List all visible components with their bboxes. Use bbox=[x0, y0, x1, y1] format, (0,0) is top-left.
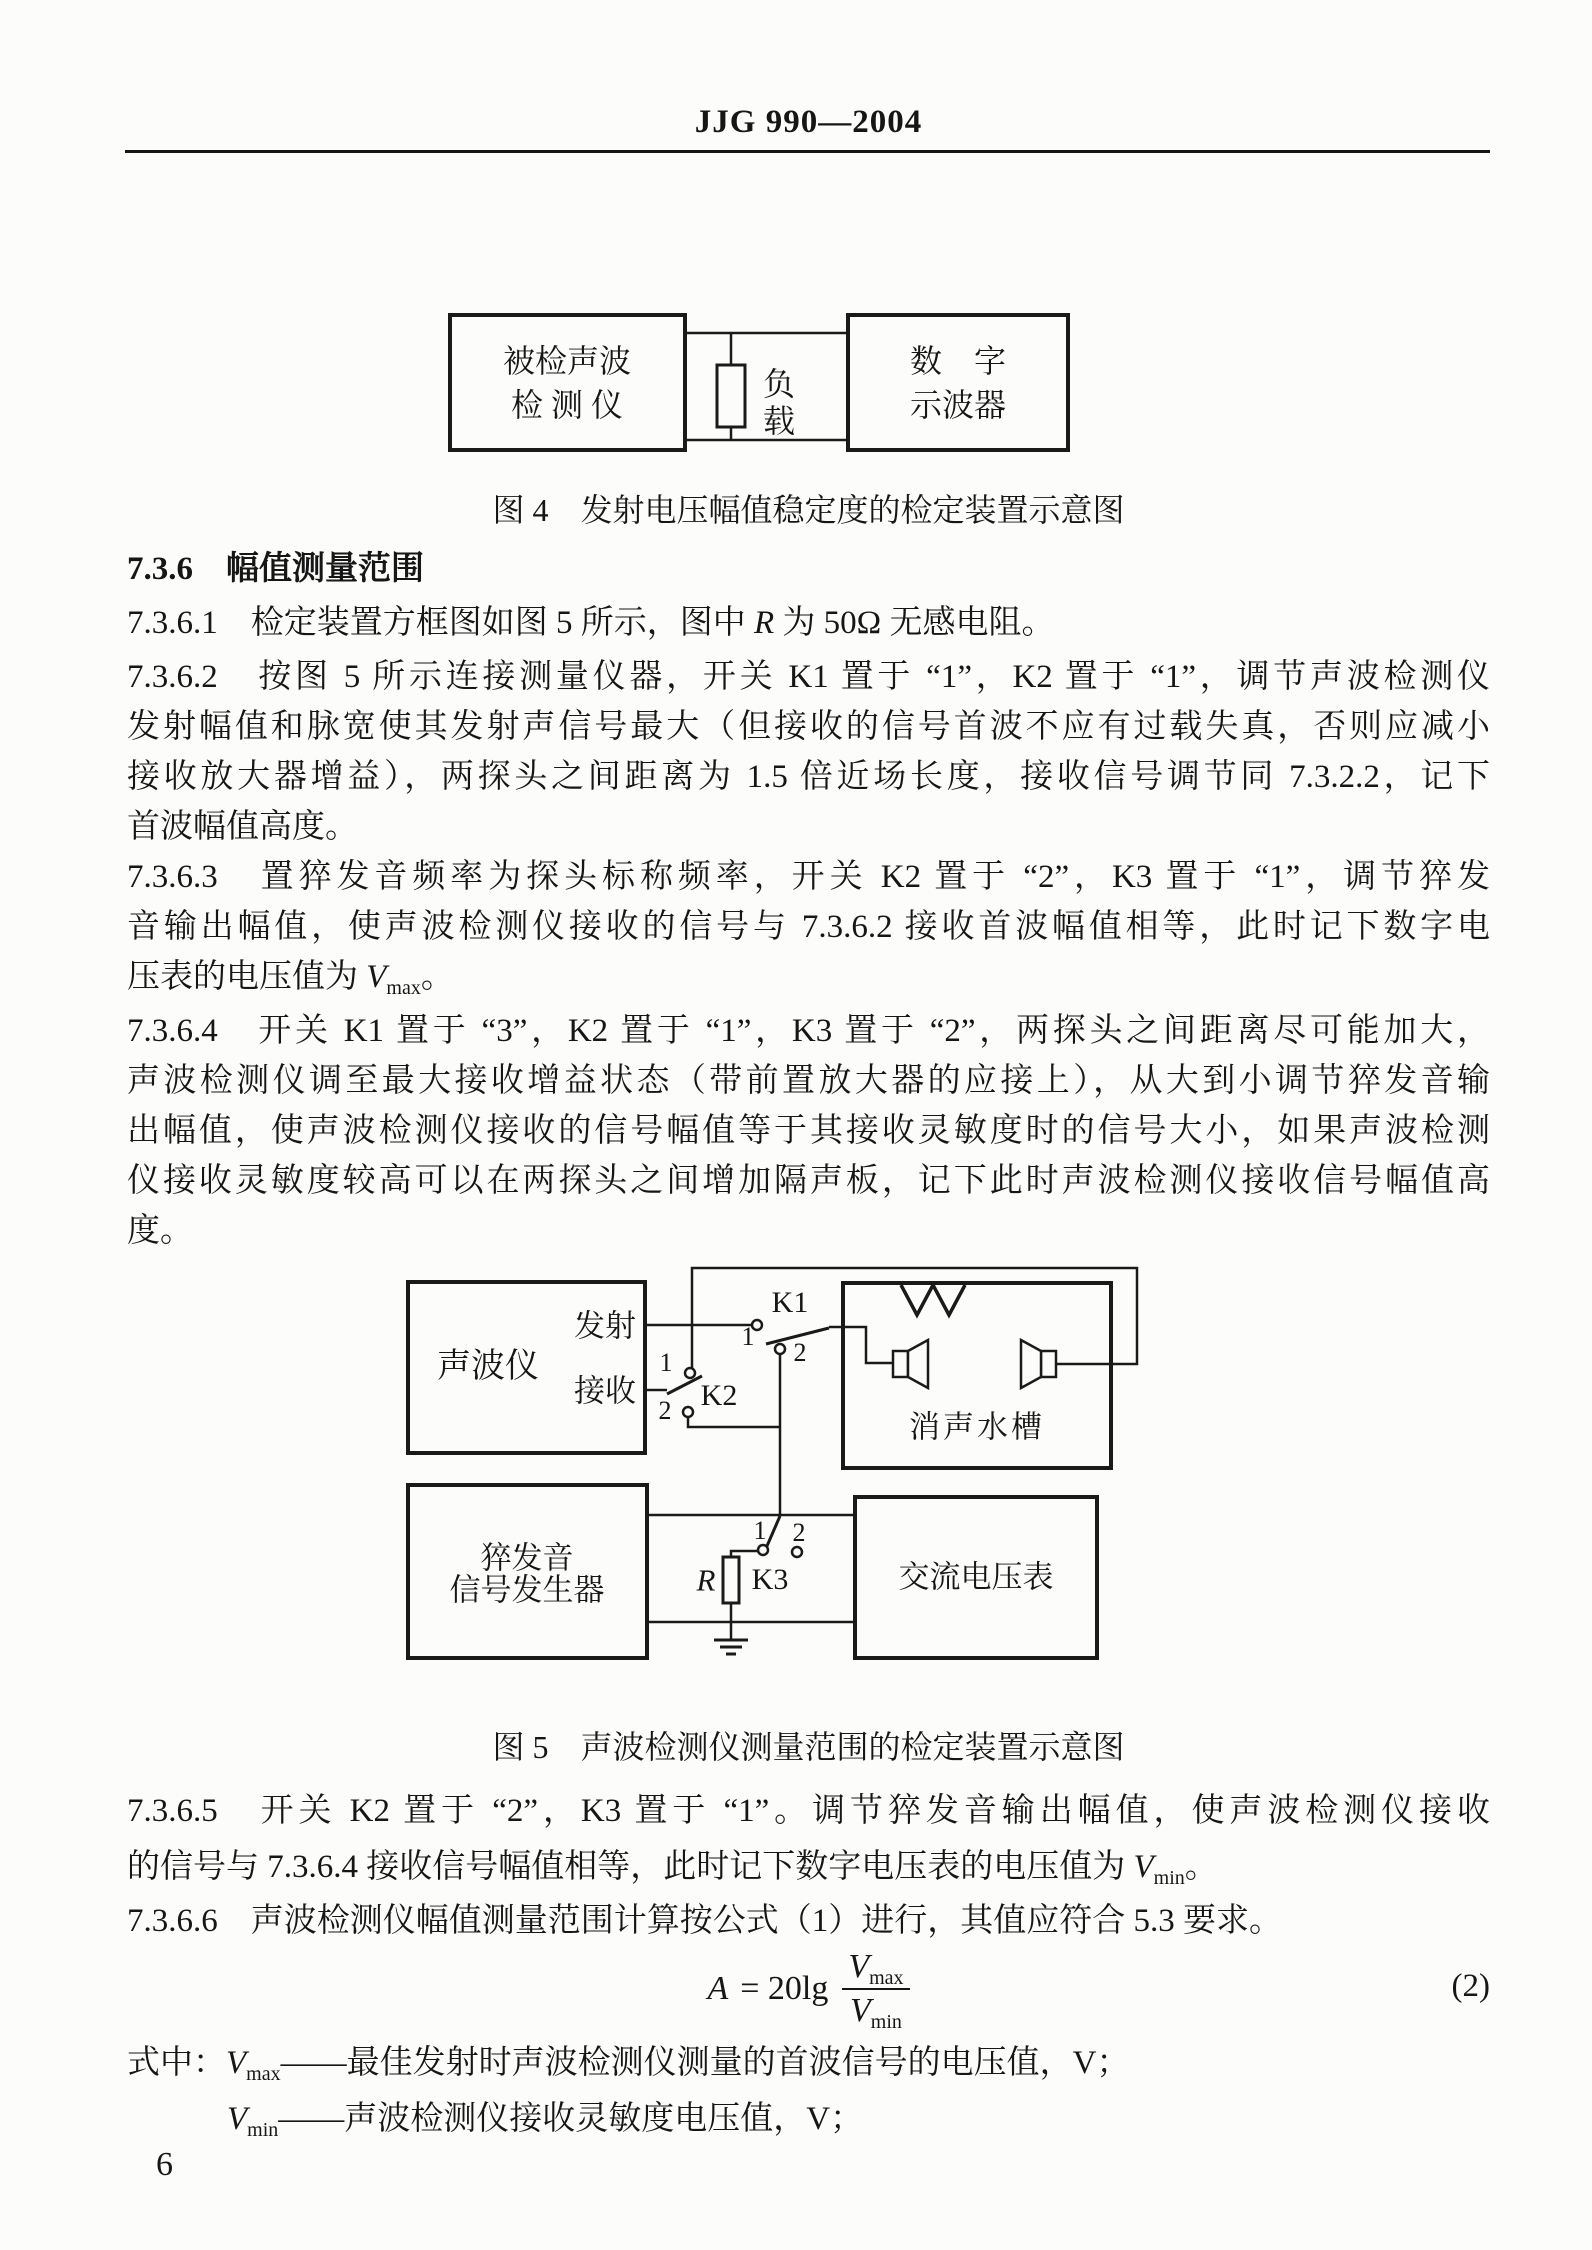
fig4-load-label-char1: 负 bbox=[762, 366, 796, 402]
fig4-left-box-label-line1: 被检声波 bbox=[502, 343, 632, 379]
para-7-3-6-3-line2: 音输出幅值，使声波检测仪接收的信号与 7.3.6.2 接收首波幅值相等，此时记下数字电 bbox=[127, 909, 1490, 945]
fig4-left-box-label-line2: 检 测 仪 bbox=[510, 387, 624, 423]
fig4-load-resistor bbox=[717, 365, 745, 427]
para-7-3-6-2-line1: 7.3.6.2 按图 5 所示连接测量仪器，开关 K1 置于 “1”，K2 置于 “1”，调节声波检测仪 bbox=[127, 659, 1490, 695]
para-7-3-6-4-line5: 度。 bbox=[127, 1213, 193, 1249]
fig4-right-box-label-line2: 示波器 bbox=[909, 387, 1007, 423]
fig5-sonic-box-label: 声波仪 bbox=[437, 1348, 539, 1385]
k1-pos2-label: 2 bbox=[793, 1338, 807, 1367]
note2-text: ——声波检测仪接收灵敏度电压值，V； bbox=[278, 2101, 864, 2137]
fig5-tank-label: 消声水槽 bbox=[909, 1409, 1045, 1445]
p7365-text-b: 。 bbox=[1184, 1849, 1218, 1885]
formula-note-vmin bbox=[227, 2098, 1490, 2140]
k2-blade bbox=[667, 1376, 702, 1394]
p7363-text-b: 。 bbox=[420, 959, 454, 995]
resistor-r bbox=[723, 1557, 739, 1603]
para-7-3-6-4-line1: 7.3.6.4 开关 K1 置于 “3”，K2 置于 “1”，K3 置于 “2”，两探头之间距离尽可能加大， bbox=[127, 1013, 1490, 1049]
formula-vmax-sub: max bbox=[869, 1967, 904, 1989]
note1-sub: max bbox=[246, 2063, 281, 2085]
k1-switch-label: K1 bbox=[771, 1286, 809, 1319]
resistor-r-label: R bbox=[696, 1562, 716, 1598]
formula-vmin-v: V bbox=[850, 1992, 871, 2029]
formula-note-vmax bbox=[127, 2042, 1490, 2084]
k2-switch-label: K2 bbox=[700, 1379, 738, 1412]
formula-number: (2) bbox=[1451, 1968, 1490, 2004]
para-7-3-6-4-line3: 出幅值，使声波检测仪接收的信号幅值等于其接收灵敏度时的信号大小，如果声波检测 bbox=[127, 1113, 1490, 1149]
fig5-generator-label-line1: 猝发音 bbox=[480, 1540, 574, 1576]
k3-contact-2 bbox=[792, 1547, 802, 1557]
k3-switch-label: K3 bbox=[751, 1563, 789, 1596]
left-transducer-horn bbox=[908, 1340, 928, 1388]
p7363-vmax-v: V bbox=[366, 959, 387, 995]
fig4-right-box-label-line1: 数 字 bbox=[909, 343, 1007, 379]
note2-v: V bbox=[227, 2101, 248, 2137]
para-7-3-6-2-line3: 接收放大器增益），两探头之间距离为 1.5 倍近场长度，接收信号调节同 7.3.2.2，记下 bbox=[127, 759, 1490, 795]
p7363-text-a: 压表的电压值为 bbox=[127, 959, 367, 995]
para-7-3-6-5-line1: 7.3.6.5 开关 K2 置于 “2”，K3 置于 “1”。调节猝发音输出幅值，使声波检测仪接收 bbox=[127, 1793, 1490, 1829]
p7365-vmin-sub: min bbox=[1153, 1867, 1185, 1889]
figure4-caption: 图 4 发射电压幅值稳定度的检定装置示意图 bbox=[492, 492, 1125, 528]
k2-contact-1 bbox=[685, 1368, 695, 1378]
k1-contact-2 bbox=[775, 1344, 785, 1354]
p7363-vmax-sub: max bbox=[386, 977, 421, 999]
p7361-symbol-r: R bbox=[754, 605, 775, 641]
page-title: JJG 990—2004 bbox=[694, 104, 923, 140]
fig4-left-box bbox=[450, 315, 685, 450]
k3-contact-1 bbox=[758, 1545, 768, 1555]
para-7-3-6-5-line2 bbox=[127, 1846, 1490, 1888]
note2-sub: min bbox=[247, 2119, 279, 2141]
para-7-3-6-1 bbox=[127, 602, 1490, 644]
note1-v: V bbox=[226, 2045, 247, 2081]
right-transducer-body bbox=[1041, 1351, 1056, 1377]
fig5-receive-label: 接收 bbox=[574, 1373, 636, 1409]
section-7-3-6-heading: 7.3.6 幅值测量范围 bbox=[127, 551, 424, 587]
para-7-3-6-2-line2: 发射幅值和脉宽使其发射声信号最大（但接收的信号首波不应有过载失真，否则应减小 bbox=[127, 709, 1490, 745]
k2-pos1-label: 1 bbox=[659, 1348, 673, 1377]
para-7-3-6-2-line4: 首波幅值高度。 bbox=[127, 809, 358, 845]
para-7-3-6-4-line4: 仪接收灵敏度较高可以在两探头之间增加隔声板，记下此时声波检测仪接收信号幅值高 bbox=[127, 1163, 1490, 1199]
k2-pos2-wire bbox=[688, 1417, 780, 1427]
page-number: 6 bbox=[156, 2146, 173, 2183]
k3-pos1-label: 1 bbox=[753, 1516, 767, 1545]
fig5-transmit-label: 发射 bbox=[574, 1308, 636, 1344]
k3-pos2-label: 2 bbox=[792, 1518, 806, 1547]
right-transducer-horn bbox=[1021, 1340, 1041, 1388]
fig5-voltmeter-label: 交流电压表 bbox=[898, 1559, 1054, 1595]
p7365-vmin-v: V bbox=[1133, 1849, 1154, 1885]
para-7-3-6-6: 7.3.6.6 声波检测仪幅值测量范围计算按公式（1）进行，其值应符合 5.3 要求。 bbox=[127, 1903, 1282, 1939]
figure4-diagram bbox=[450, 315, 1068, 450]
fig4-load-label-char2: 载 bbox=[762, 403, 796, 439]
formula-vmin-sub: min bbox=[870, 2011, 902, 2033]
figure5-caption: 图 5 声波检测仪测量范围的检定装置示意图 bbox=[492, 1729, 1125, 1765]
para-7-3-6-3-line1: 7.3.6.3 置猝发音频率为探头标称频率，开关 K2 置于 “2”，K3 置于 “1”，调节猝发 bbox=[127, 859, 1490, 895]
fig5-generator-label-line2: 信号发生器 bbox=[449, 1572, 605, 1608]
tank-absorber-zigzag bbox=[901, 1285, 965, 1315]
fig4-right-box bbox=[848, 315, 1068, 450]
formula-vmax-v: V bbox=[848, 1948, 870, 1985]
left-transducer-body bbox=[893, 1351, 908, 1377]
k1-pos1-label: 1 bbox=[741, 1322, 755, 1351]
p7361-text-a: 7.3.6.1 检定装置方框图如图 5 所示，图中 bbox=[127, 605, 754, 641]
formula-lhs: A bbox=[707, 1970, 729, 2007]
note1-text: ——最佳发射时声波检测仪测量的首波信号的电压值，V； bbox=[280, 2045, 1130, 2081]
k2-contact-2 bbox=[683, 1407, 693, 1417]
p7365-text-a: 的信号与 7.3.6.4 接收信号幅值相等，此时记下数字电压表的电压值为 bbox=[127, 1849, 1134, 1885]
note1-prefix: 式中： bbox=[127, 2045, 226, 2081]
ground-symbol bbox=[714, 1640, 748, 1654]
k2-pos2-label: 2 bbox=[658, 1396, 672, 1425]
p7361-text-b: 为 50Ω 无感电阻。 bbox=[774, 605, 1055, 641]
para-7-3-6-4-line2: 声波检测仪调至最大接收增益状态（带前置放大器的应接上），从大到小调节猝发音输 bbox=[127, 1063, 1490, 1099]
k1-output-wire bbox=[829, 1327, 893, 1363]
k3-blade bbox=[767, 1516, 780, 1546]
formula-operator: = 20lg bbox=[740, 1970, 829, 2007]
para-7-3-6-3-line3 bbox=[127, 956, 1490, 998]
